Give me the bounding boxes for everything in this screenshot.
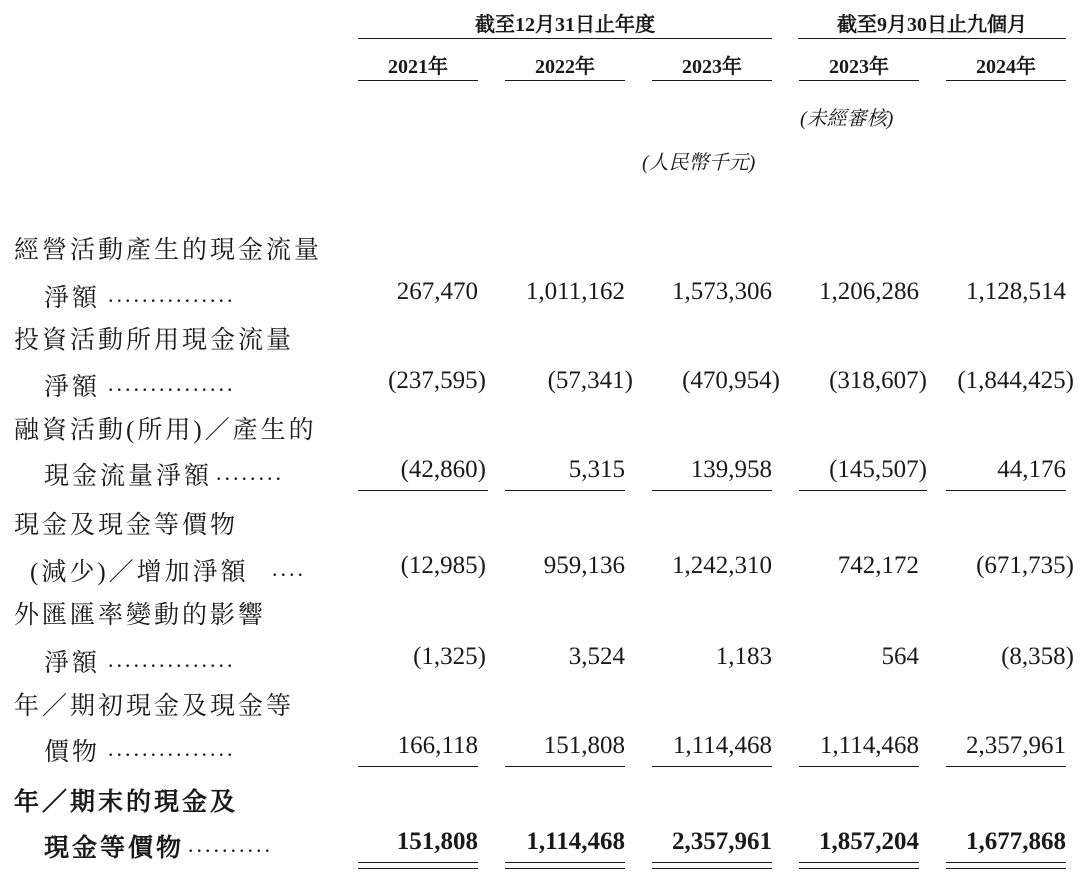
subtotal-rule [946, 490, 1066, 491]
value-cell: (12,985) [400, 552, 486, 579]
subtotal-rule [505, 766, 625, 767]
total-label: 年／期末的現金及 [14, 789, 239, 816]
value-cell: (318,607) [829, 367, 927, 394]
leader-dots: ............... [108, 647, 236, 672]
year-header: 2023年 [682, 56, 742, 78]
header-year-end: 截至12月31日止年度 [475, 14, 655, 36]
year-header: 2024年 [976, 56, 1036, 78]
value-cell: 742,172 [837, 552, 919, 579]
header-nine-months: 截至9月30日止九個月 [837, 14, 1027, 36]
row-label: 價物 [44, 739, 101, 766]
row-label: 外匯匯率變動的影響 [14, 602, 267, 629]
total-double-rule [652, 862, 772, 869]
value-cell: (1,844,425) [957, 367, 1074, 394]
row-label: 年／期初現金及現金等 [14, 693, 295, 720]
value-cell: (8,358) [1001, 643, 1074, 670]
subtotal-rule [799, 490, 927, 491]
total-label: 現金等價物 [44, 835, 185, 862]
value-cell: (470,954) [682, 367, 780, 394]
leader-dots: .......... [188, 832, 273, 857]
row-label: 融資活動(所用)／產生的 [14, 417, 317, 444]
total-double-rule [946, 862, 1066, 869]
value-cell: 1,011,162 [525, 278, 625, 305]
row-label: 現金流量淨額 [44, 463, 213, 490]
value-cell: 959,136 [543, 552, 625, 579]
value-cell: 1,183 [715, 643, 772, 670]
value-cell: 1,114,468 [672, 732, 772, 759]
year-rule [946, 80, 1066, 81]
value-cell: (42,860) [400, 456, 486, 483]
value-cell: 44,176 [997, 456, 1066, 483]
value-cell: 5,315 [568, 456, 625, 483]
total-double-rule [799, 862, 919, 869]
value-cell: (671,735) [976, 552, 1074, 579]
value-cell: 2,357,961 [966, 732, 1066, 759]
total-value-cell: 1,677,868 [966, 828, 1066, 855]
row-label: 經營活動產生的現金流量 [14, 237, 323, 264]
value-cell: (145,507) [829, 456, 927, 483]
row-label: (減少)／增加淨額 [30, 559, 249, 586]
leader-dots: ............... [108, 736, 236, 761]
value-cell: (1,325) [413, 643, 486, 670]
year-rule [652, 80, 772, 81]
subtotal-rule [946, 766, 1066, 767]
total-value-cell: 1,114,468 [526, 828, 625, 855]
subtotal-rule [505, 490, 625, 491]
header-year-end-rule [358, 38, 772, 39]
header-nine-months-rule [798, 38, 1066, 39]
subtotal-rule [358, 766, 478, 767]
subtotal-rule [799, 766, 919, 767]
value-cell: 1,573,306 [672, 278, 772, 305]
leader-dots: ........ [216, 460, 284, 485]
subtotal-rule [652, 490, 772, 491]
row-label: 淨額 [44, 374, 101, 401]
year-rule [799, 80, 919, 81]
row-label: 現金及現金等價物 [14, 512, 239, 539]
value-cell: 139,958 [690, 456, 772, 483]
year-rule [505, 80, 625, 81]
leader-dots: ............... [108, 371, 236, 396]
value-cell: 1,206,286 [819, 278, 919, 305]
year-rule [358, 80, 478, 81]
total-double-rule [505, 862, 625, 869]
value-cell: 1,128,514 [966, 278, 1066, 305]
total-value-cell: 2,357,961 [672, 828, 772, 855]
leader-dots: ............... [108, 282, 236, 307]
value-cell: (57,341) [547, 367, 633, 394]
value-cell: 564 [881, 643, 919, 670]
subtotal-rule [652, 766, 772, 767]
total-value-cell: 151,808 [396, 828, 478, 855]
row-label: 投資活動所用現金流量 [14, 327, 295, 354]
value-cell: (237,595) [388, 367, 486, 394]
value-cell: 3,524 [568, 643, 625, 670]
leader-dots: .... [272, 556, 306, 581]
year-header: 2022年 [535, 56, 595, 78]
row-label: 淨額 [44, 650, 101, 677]
year-header: 2021年 [388, 56, 448, 78]
value-cell: 166,118 [397, 732, 478, 759]
unaudited-note: (未經審核) [800, 108, 894, 130]
total-value-cell: 1,857,204 [819, 828, 919, 855]
year-header: 2023年 [829, 56, 889, 78]
value-cell: 1,114,468 [819, 732, 919, 759]
total-double-rule [358, 862, 478, 869]
value-cell: 267,470 [396, 278, 478, 305]
subtotal-rule [358, 490, 488, 491]
row-label: 淨額 [44, 285, 101, 312]
value-cell: 1,242,310 [672, 552, 772, 579]
currency-note: (人民幣千元) [642, 152, 756, 174]
value-cell: 151,808 [543, 732, 625, 759]
